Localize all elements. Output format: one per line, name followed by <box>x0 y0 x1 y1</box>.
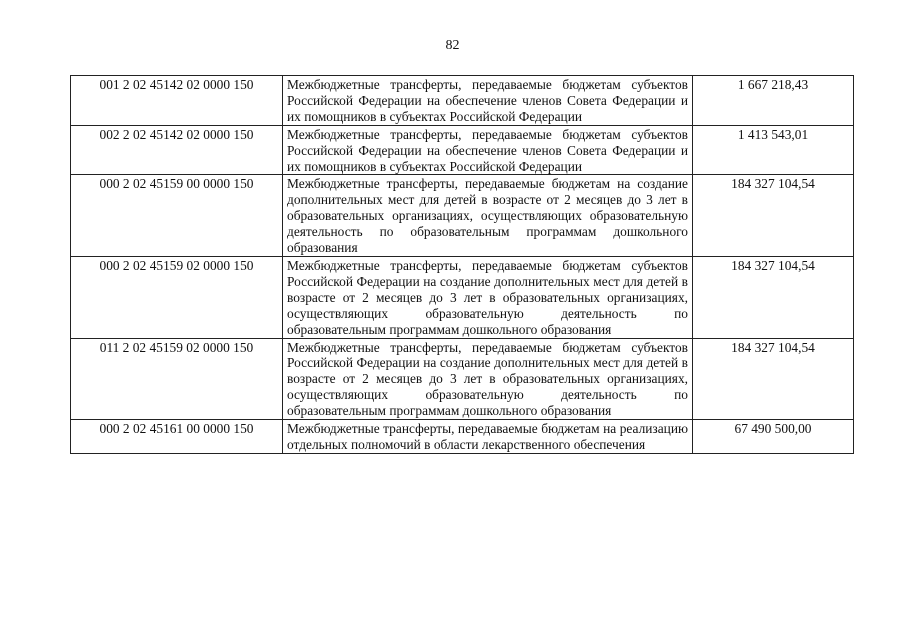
revenue-description: Межбюджетные трансферты, передаваемые бюджетам на реализацию отдельных полномочий в области лекарственного обеспечения <box>283 420 693 454</box>
revenue-description: Межбюджетные трансферты, передаваемые бюджетам субъектов Российской Федерации на создание дополнительных мест для детей в возрасте от 2 месяцев до 3 лет в образовательных организациях, осуществляющих образовательную деятельность по образовательным программам дошкольного образования <box>283 338 693 420</box>
amount-value: 184 327 104,54 <box>693 175 854 257</box>
page-number: 82 <box>445 38 460 53</box>
table-row <box>71 125 854 175</box>
revenue-description: Межбюджетные трансферты, передаваемые бюджетам субъектов Российской Федерации на создание дополнительных мест для детей в возрасте от 2 месяцев до 3 лет в образовательных организациях, осуществляющих образовательную деятельность по образовательным программам дошкольного образования <box>283 256 693 338</box>
revenue-description: Межбюджетные трансферты, передаваемые бюджетам на создание дополнительных мест для детей в возрасте от 2 месяцев до 3 лет в образовательных организациях, осуществляющих образовательную деятельность по образовательным программам дошкольного образования <box>283 175 693 257</box>
budget-classification-code: 011 2 02 45159 02 0000 150 <box>71 338 283 420</box>
budget-classification-code: 000 2 02 45161 00 0000 150 <box>71 420 283 454</box>
amount-value: 184 327 104,54 <box>693 338 854 420</box>
amount-value: 67 490 500,00 <box>693 420 854 454</box>
amount-value: 184 327 104,54 <box>693 256 854 338</box>
revenue-description: Межбюджетные трансферты, передаваемые бюджетам субъектов Российской Федерации на обеспечение членов Совета Федерации и их помощников в субъектах Российской Федерации <box>283 76 693 126</box>
table-row <box>71 76 854 126</box>
budget-classification-code: 002 2 02 45142 02 0000 150 <box>71 125 283 175</box>
table-row <box>71 338 854 420</box>
amount-value: 1 413 543,01 <box>693 125 854 175</box>
amount-value: 1 667 218,43 <box>693 76 854 126</box>
budget-classification-code: 001 2 02 45142 02 0000 150 <box>71 76 283 126</box>
budget-revenue-table <box>70 75 854 454</box>
table-row <box>71 256 854 338</box>
revenue-description: Межбюджетные трансферты, передаваемые бюджетам субъектов Российской Федерации на обеспечение членов Совета Федерации и их помощников в субъектах Российской Федерации <box>283 125 693 175</box>
budget-classification-code: 000 2 02 45159 00 0000 150 <box>71 175 283 257</box>
table-row <box>71 420 854 454</box>
budget-classification-code: 000 2 02 45159 02 0000 150 <box>71 256 283 338</box>
table-row <box>71 175 854 257</box>
